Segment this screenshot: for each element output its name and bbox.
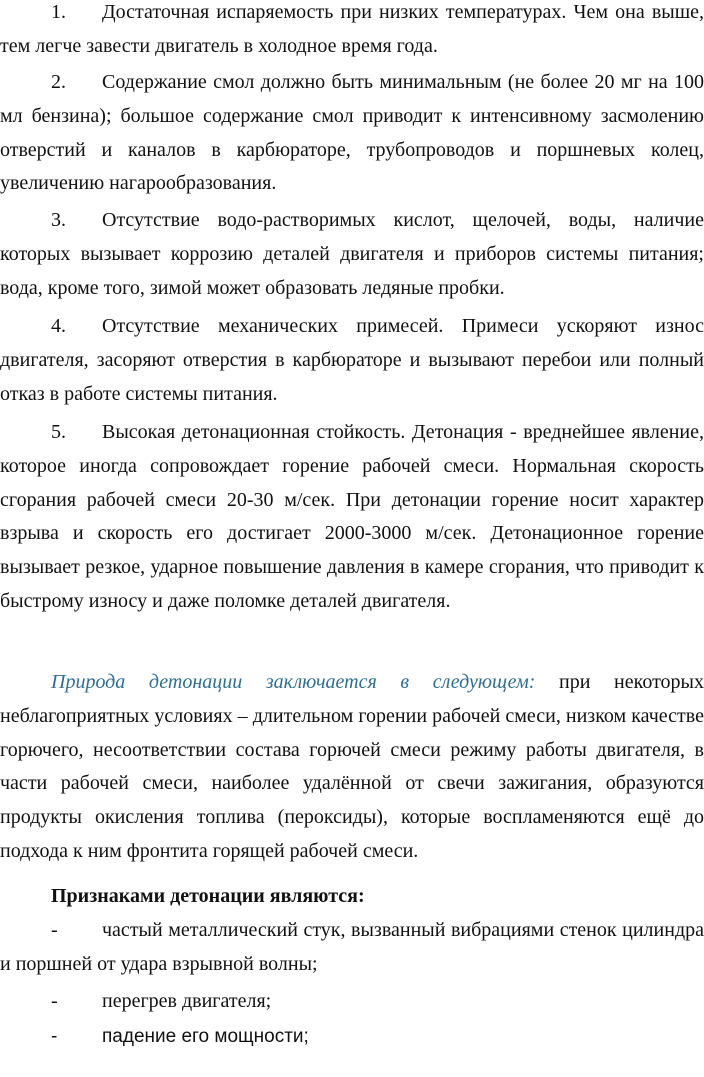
item-text: Отсутствие водо-растворимых кислот, щелочей, воды, наличие которых вызывает коррозию деталей двигателя и приборов системы питания; вода, кроме того, зимой может образовать ледяные пробки. [0,209,704,299]
dash-marker: - [51,919,58,941]
item-text: падение его мощности; [102,1026,309,1047]
item-text: Достаточная испаряемость при низких температурах. Чем она выше, тем легче завести двигатель в холодное время года. [0,1,704,57]
dash-marker: - [51,1026,58,1047]
item-text: перегрев двигателя; [102,990,272,1012]
intro-lead: Природа детонации заключается в следующем: [51,671,536,693]
item-number: 5. [51,421,66,443]
list-item [0,985,704,1019]
item-text: частый металлический стук, вызванный вибрациями стенок цилиндра и поршней от удара взрывной волны; [0,919,704,975]
item-number: 2. [51,71,66,93]
item-text: Отсутствие механических примесей. Примеси ускоряют износ двигателя, засоряют отверстия в карбюраторе и вызывают перебои или полный отказ в работе системы питания. [0,315,704,405]
list-item [0,914,704,982]
list-item [0,0,704,64]
item-number: 4. [51,315,66,337]
list-item [0,416,704,619]
dash-marker: - [51,990,58,1012]
signs-heading: Признаками детонации являются: [51,885,365,907]
list-item [0,1020,704,1054]
list-item [0,310,704,411]
item-text: Высокая детонационная стойкость. Детонация - вреднейшее явление, которое иногда сопровождает горение рабочей смеси. Нормальная скорость сгорания рабочей смеси 20-30 м/сек. При детонации горение носит характер взрыва и скорость его достигает 2000-3000 м/сек. Детонационное горение вызывает резкое, ударное повышение давления в камере сгорания, что приводит к быстрому износу и даже поломке деталей двигателя. [0,421,704,612]
list-item [0,66,704,201]
intro-paragraph [0,666,704,869]
item-number: 3. [51,209,66,231]
intro-text: при некоторых неблагоприятных условиях – длительном горении рабочей смеси, низком качестве горючего, несоответствии состава горючей смеси режиму работы двигателя, в части рабочей смеси, наиболее удалённой от свечи зажигания, образуются продукты окисления топлива (пероксиды), которые воспламеняются ещё до подхода к ним фронтита горящей рабочей смеси. [0,671,704,862]
list-item [0,204,704,305]
item-text: Содержание смол должно быть минимальным (не более 20 мг на 100 мл бензина); большое содержание смол приводит к интенсивному засмолению отверстий и каналов в карбюраторе, трубопроводов и поршневых колец, увеличению нагарообразования. [0,71,704,195]
item-number: 1. [51,1,66,23]
